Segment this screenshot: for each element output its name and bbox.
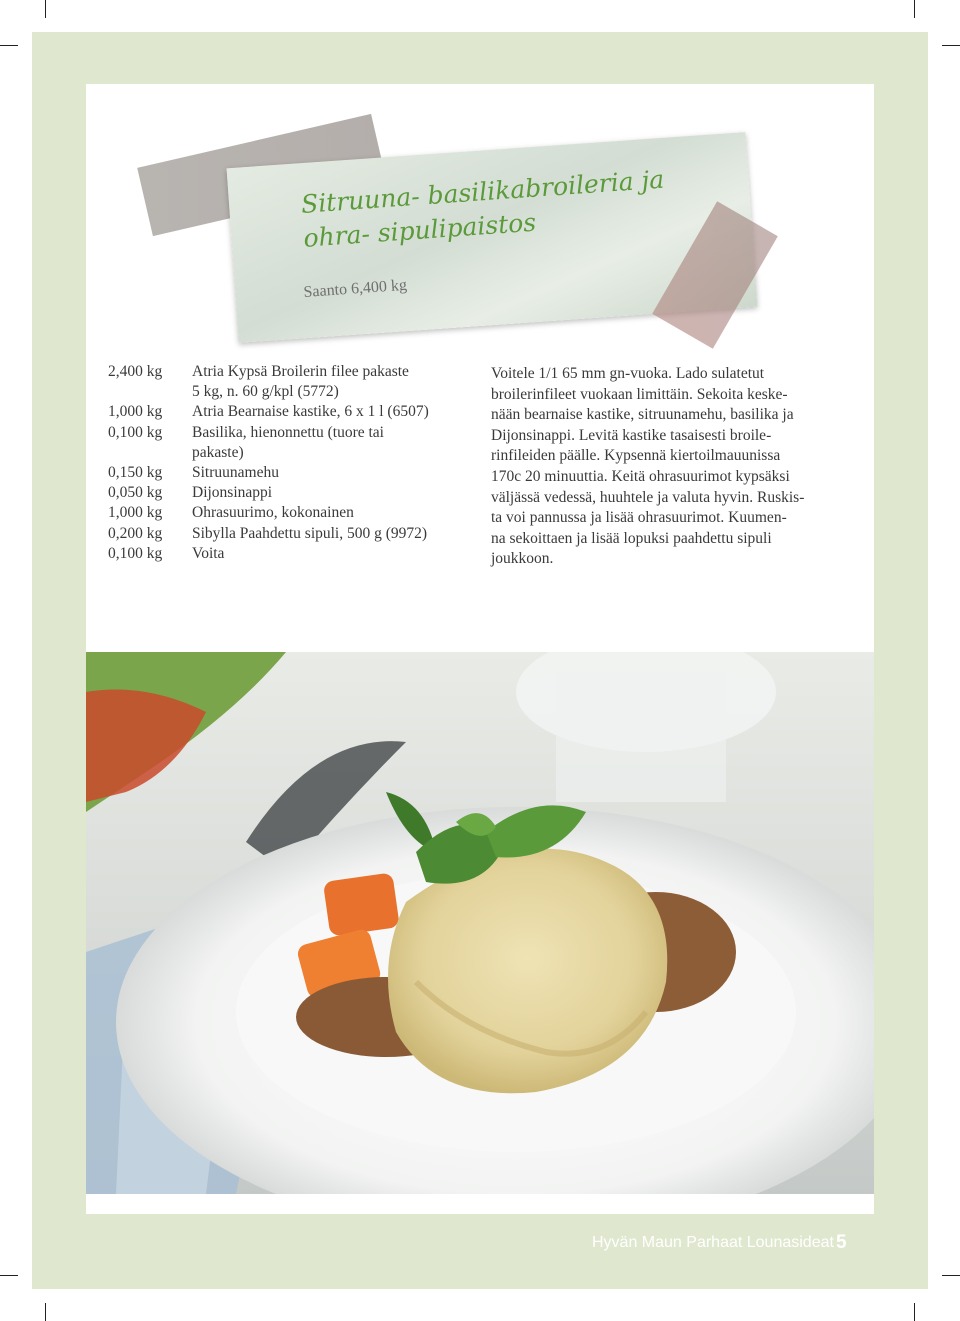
ingredient-name: Basilika, hienonnettu (tuore tai	[192, 423, 384, 441]
ingredient-name: Atria Kypsä Broilerin filee pakaste	[192, 363, 409, 380]
crop-mark	[0, 45, 18, 46]
recipe-title-line-1: Sitruuna- basilikabroileria ja	[300, 164, 666, 219]
ingredient-quantity: 0,100 kg	[108, 544, 163, 562]
ingredient-row	[108, 544, 478, 564]
ingredient-row	[108, 402, 478, 422]
ingredient-list	[108, 362, 478, 564]
food-photo	[86, 652, 874, 1194]
crop-mark	[942, 1275, 960, 1276]
method-line: Voitele 1/1 65 mm gn-vuoka. Lado sulatetut	[491, 365, 765, 382]
method-line: Dijonsinappi. Levitä kastike tasaisesti broile-	[491, 426, 772, 444]
recipe-method	[491, 364, 853, 570]
publication-title: Hyvän Maun Parhaat Lounasideat	[592, 1234, 834, 1251]
ingredient-quantity: 1,000 kg	[108, 504, 163, 522]
ingredient-quantity	[108, 382, 192, 402]
method-line: broilerinfileet vuokaan limittäin. Sekoita keske-	[491, 385, 788, 403]
crop-mark	[942, 45, 960, 46]
ingredient-quantity: 2,400 kg	[108, 363, 163, 380]
ingredient-row	[108, 362, 478, 382]
ingredient-row	[108, 382, 478, 402]
ingredient-quantity: 1,000 kg	[108, 403, 163, 421]
method-line: väljässä vedessä, huuhtele ja valuta hyvin. Ruskis-	[491, 488, 805, 506]
recipe-title-line-2: ohra- sipulipaistos	[302, 207, 537, 253]
method-line: ta voi pannussa ja lisää ohrasuurimot. Kuumen-	[491, 509, 787, 527]
ingredient-quantity: 0,200 kg	[108, 524, 163, 542]
recipe-yield: Saanto 6,400 kg	[303, 276, 408, 301]
ingredient-row	[108, 483, 478, 503]
ingredient-name: 5 kg, n. 60 g/kpl (5772)	[192, 383, 339, 401]
ingredient-quantity: 0,100 kg	[108, 423, 163, 441]
crop-mark	[0, 1275, 18, 1276]
ingredient-row	[108, 463, 478, 483]
ingredient-quantity: 0,150 kg	[108, 464, 163, 482]
method-line: 170c 20 minuuttia. Keitä ohrasuurimot kypsäksi	[491, 467, 790, 485]
ingredient-name: Atria Bearnaise kastike, 6 x 1 l (6507)	[192, 403, 429, 421]
method-line: nään bearnaise kastike, sitruunamehu, basilika ja	[491, 406, 794, 424]
ingredient-row	[108, 423, 478, 443]
ingredient-row	[108, 524, 478, 544]
food-photo-illustration	[86, 652, 874, 1194]
ingredient-name: Voita	[192, 544, 225, 562]
method-line: joukkoon.	[491, 550, 554, 568]
ingredient-name: Sitruunamehu	[192, 464, 279, 482]
ingredient-row	[108, 503, 478, 523]
ingredient-quantity: 0,050 kg	[108, 484, 163, 502]
crop-mark	[914, 1303, 915, 1321]
ingredient-name: Sibylla Paahdettu sipuli, 500 g (9972)	[192, 524, 428, 542]
ingredient-row	[108, 443, 478, 463]
crop-mark	[914, 0, 915, 18]
ingredient-quantity	[108, 443, 192, 463]
crop-mark	[45, 0, 46, 18]
page-number: 5	[836, 1232, 847, 1253]
ingredient-name: pakaste)	[192, 443, 244, 461]
method-line: rinfileiden päälle. Kypsennä kiertoilmauunissa	[491, 447, 781, 465]
ingredient-name: Dijonsinappi	[192, 484, 273, 502]
method-line: na sekoittaen ja lisää lopuksi paahdettu sipuli	[491, 529, 772, 547]
ingredient-name: Ohrasuurimo, kokonainen	[192, 504, 354, 522]
crop-mark	[45, 1303, 46, 1321]
